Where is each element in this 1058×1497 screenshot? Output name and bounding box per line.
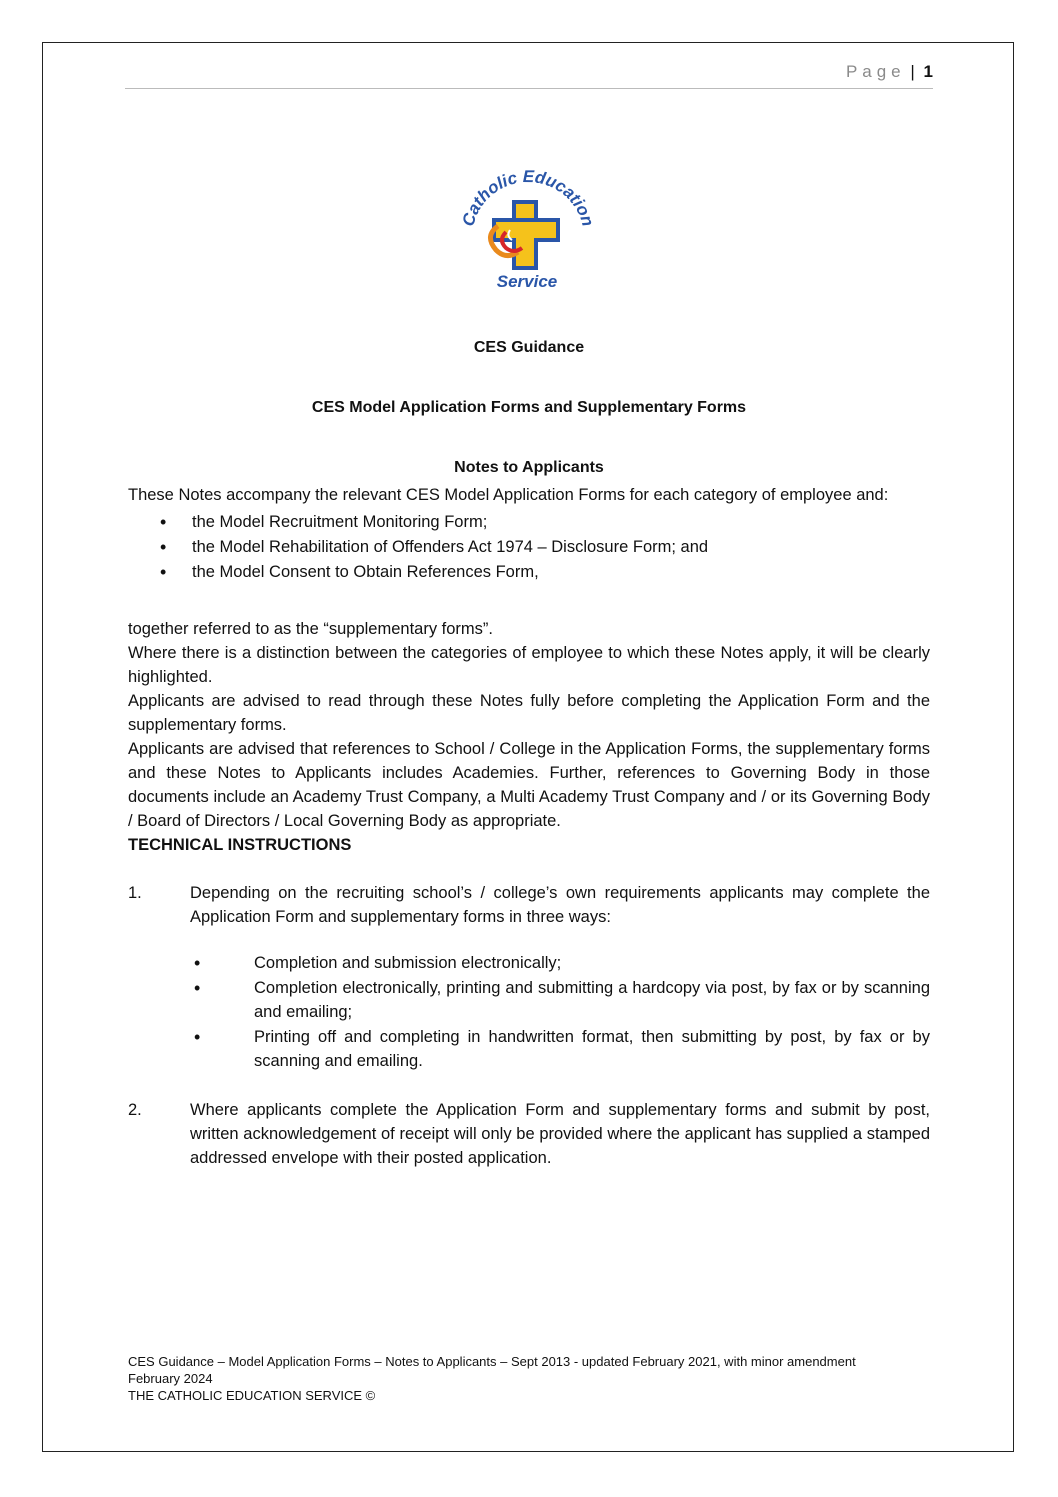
paragraph: Applicants are advised to read through these Notes fully before completing the Application Form and the supplementary forms. xyxy=(128,692,930,734)
doc-section-title: Notes to Applicants xyxy=(454,459,604,476)
page-number: 1 xyxy=(923,62,933,81)
page-separator: | xyxy=(910,62,915,81)
numbered-item xyxy=(128,881,930,929)
completion-methods-list xyxy=(128,951,930,1074)
item-number: 2. xyxy=(128,1100,142,1119)
list-item: • the Model Consent to Obtain References Form, xyxy=(128,560,930,585)
list-item: • Printing off and completing in handwritten format, then submitting by post, by fax or by scanning and emailing. xyxy=(128,1025,930,1074)
section-heading: TECHNICAL INSTRUCTIONS xyxy=(128,836,352,854)
page-label: Page xyxy=(845,62,906,81)
paragraph: Where there is a distinction between the categories of employee to which these Notes apply, it will be clearly highlighted. xyxy=(128,644,930,686)
doc-title: CES Guidance xyxy=(473,339,585,356)
doc-subtitle: CES Model Application Forms and Supplementary Forms xyxy=(311,399,747,416)
paragraph: Applicants are advised that references to School / College in the Application Forms, the supplementary forms and these Notes to Applicants includes Academies. Further, references to Governing Body in those documents include an Academy Trust Company, a Multi Academy Trust Company and / or its Governing Body / Board of Directors / Local Governing Body as appropriate. xyxy=(128,740,930,830)
item-text: Where applicants complete the Application Form and supplementary forms and submit by post, written acknowledgement of receipt will only be provided where the applicant has supplied a stamped addressed envelope with their posted application. xyxy=(190,1100,930,1167)
supplementary-forms-list xyxy=(128,510,930,585)
numbered-item xyxy=(128,1098,930,1170)
list-item: • Completion electronically, printing and submitting a hardcopy via post, by fax or by scanning and emailing; xyxy=(128,976,930,1025)
list-item: • Completion and submission electronically; xyxy=(128,951,930,976)
footer-copyright: THE CATHOLIC EDUCATION SERVICE © xyxy=(128,1388,376,1403)
document-body xyxy=(128,336,930,1170)
logo-text-top: Catholic Education xyxy=(458,166,598,229)
paragraph: together referred to as the “supplementary forms”. xyxy=(128,620,493,638)
ces-logo xyxy=(452,160,602,300)
logo-text-bottom: Service xyxy=(496,272,558,291)
footer-line: CES Guidance – Model Application Forms – Notes to Applicants – Sept 2013 - updated February 2021, with minor amendment February 2024 xyxy=(128,1354,856,1386)
list-item: • the Model Rehabilitation of Offenders Act 1974 – Disclosure Form; and xyxy=(128,535,930,560)
item-text: Depending on the recruiting school’s / college’s own requirements applicants may complete the Application Form and supplementary forms in three ways: xyxy=(190,884,930,926)
item-number: 1. xyxy=(128,884,142,902)
page-footer xyxy=(128,1353,888,1404)
list-item: • the Model Recruitment Monitoring Form; xyxy=(128,510,930,535)
intro-paragraph: These Notes accompany the relevant CES Model Application Forms for each category of employee and: xyxy=(128,486,889,504)
page-header xyxy=(125,62,933,89)
